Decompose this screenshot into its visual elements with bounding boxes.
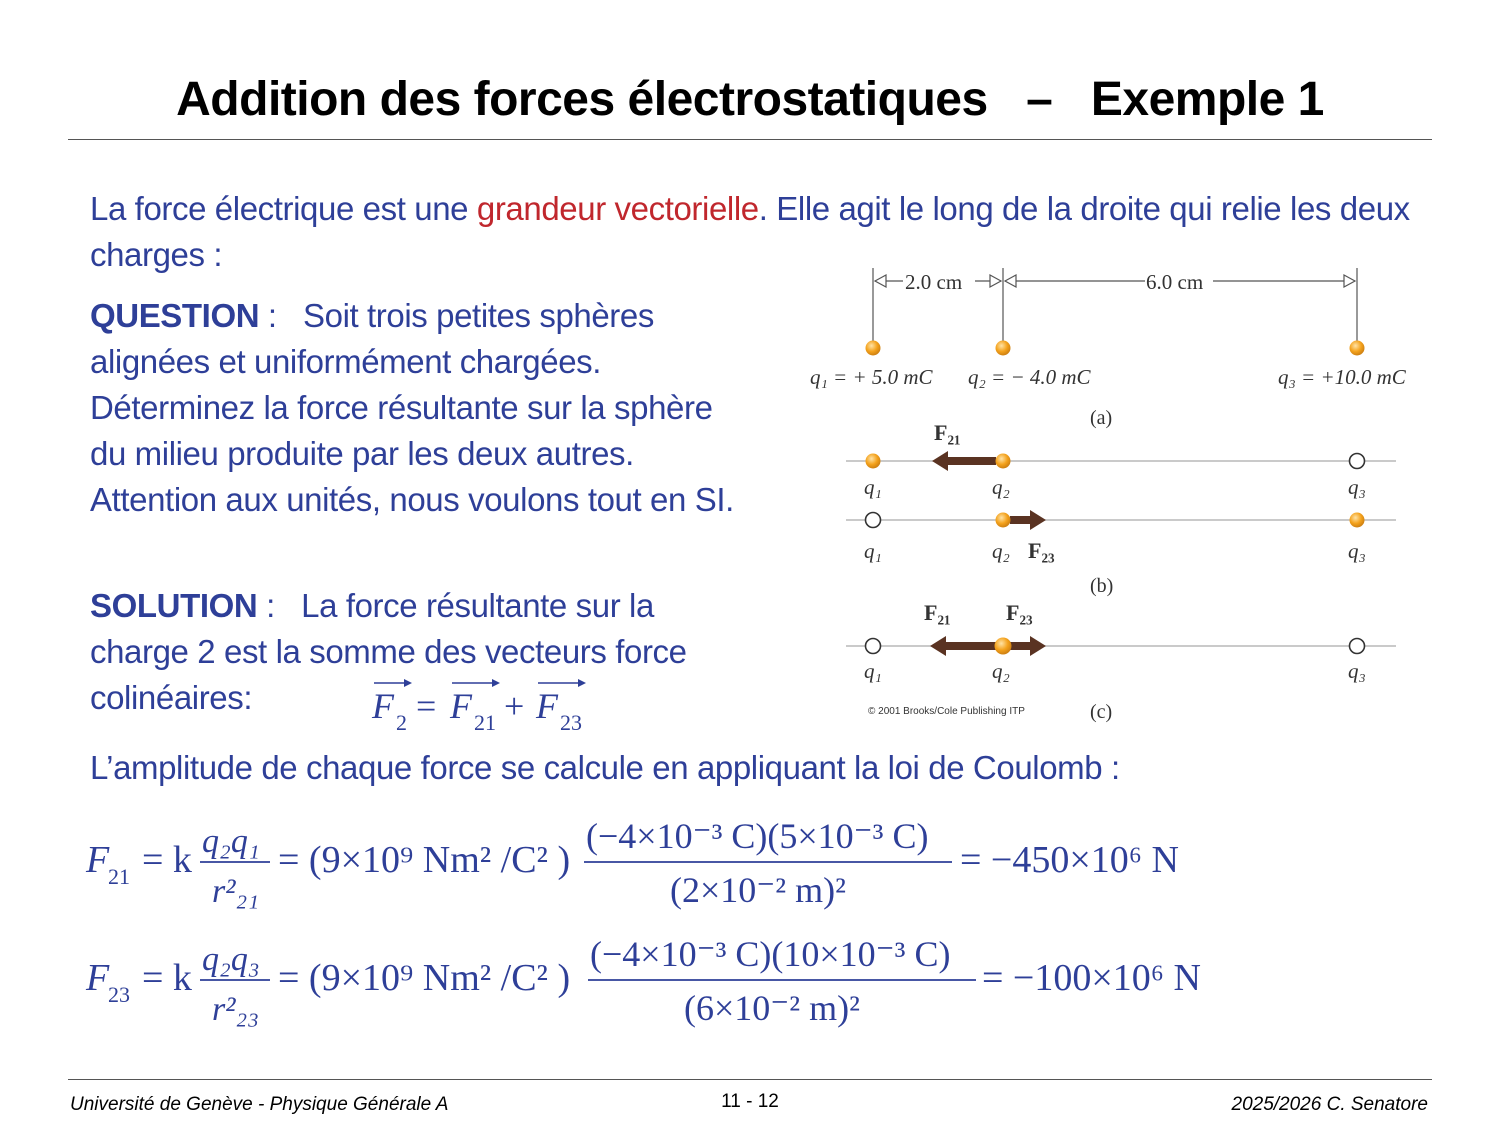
arrow-f21-c <box>930 636 996 656</box>
question-label: QUESTION <box>90 297 260 334</box>
charge-q1-b1 <box>866 454 881 469</box>
question-line-3: Déterminez la force résultante sur la sphère <box>90 389 713 426</box>
vec-f21: F <box>450 686 472 726</box>
question-line-1 <box>90 297 654 335</box>
label-f23-b: F₂₃ <box>1028 538 1055 563</box>
intro-line-2: charges : <box>90 236 223 273</box>
charges-diagram <box>800 258 1440 728</box>
vec-plus-sign: + <box>504 686 525 726</box>
page-title: Addition des forces électrostatiques – Exemple 1 <box>176 73 1324 126</box>
solution-line-2: charge 2 est la somme des vecteurs force <box>90 633 687 670</box>
question-sep: : <box>259 297 303 334</box>
label-f21-c: F₂₁ <box>924 600 951 625</box>
footer-right: 2025/2026 C. Senatore <box>1231 1094 1428 1115</box>
label-f21-b: F₂₁ <box>934 420 961 445</box>
vec-f2: F <box>372 686 394 726</box>
eq1-k: = k <box>142 839 192 881</box>
label-q3-value: q₃ = +10.0 mC <box>1278 365 1406 389</box>
footer-divider <box>68 1079 1432 1080</box>
label-b: (b) <box>1090 575 1114 597</box>
vec-eq-sign: = <box>416 686 437 726</box>
equation-f23 <box>80 928 1280 1040</box>
coulomb-text: L’amplitude de chaque force se calcule en appliquant la loi de Coulomb : <box>90 749 1120 786</box>
eq2-den: (6×10⁻² m)² <box>684 988 860 1028</box>
arrow-f21-b <box>932 451 996 471</box>
charge-q3-a <box>1350 341 1365 356</box>
vec-f21-sub: 21 <box>474 710 496 735</box>
vector-equation <box>360 672 600 738</box>
solution-sep: : <box>257 587 302 624</box>
eq1-result: = −450×10⁶ N <box>960 839 1179 881</box>
charge-q1-c-empty <box>866 639 881 654</box>
question-line-2: alignées et uniformément chargées. <box>90 343 602 380</box>
label-q2-c: q₂ <box>992 659 1010 683</box>
label-q3-c: q₃ <box>1348 659 1366 683</box>
intro-highlight: grandeur vectorielle <box>476 190 759 227</box>
label-q1-value: q₁ = + 5.0 mC <box>810 365 933 389</box>
label-q3-b2: q₃ <box>1348 539 1366 563</box>
charge-q2-c <box>995 638 1012 655</box>
eq1-num: (−4×10⁻³ C)(5×10⁻³ C) <box>586 816 929 856</box>
eq2-frac-num: q₂q₃ <box>202 941 260 978</box>
eq2-lhs: F <box>86 957 110 999</box>
eq2-frac-den: r²₂₃ <box>212 991 260 1028</box>
title-divider <box>68 139 1432 140</box>
label-a: (a) <box>1090 407 1113 429</box>
label-f23-c: F₂₃ <box>1006 600 1033 625</box>
dist-6cm: 6.0 cm <box>1146 270 1204 294</box>
question-text-0: Soit trois petites sphères <box>303 297 654 334</box>
intro-text-after: . Elle agit le long de la droite qui relie les deux <box>758 190 1410 227</box>
label-q1-c: q₁ <box>864 659 882 683</box>
eq2-result: = −100×10⁶ N <box>982 957 1201 999</box>
label-q2-value: q₂ = − 4.0 mC <box>968 365 1091 389</box>
charge-q1-b2-empty <box>866 513 881 528</box>
eq2-const: = (9×10⁹ Nm² /C² ) <box>278 957 571 999</box>
eq1-lhs: F <box>86 839 110 881</box>
label-c: (c) <box>1090 701 1113 723</box>
charge-q3-b1-empty <box>1350 454 1365 469</box>
solution-line-3: colinéaires: <box>90 679 253 716</box>
vec-f2-sub: 2 <box>396 710 407 735</box>
charge-q1-a <box>866 341 881 356</box>
charge-q3-c-empty <box>1350 639 1365 654</box>
intro-line-1 <box>90 190 1410 228</box>
vec-f23-sub: 23 <box>560 710 582 735</box>
solution-line-1 <box>90 587 654 625</box>
intro-text-before: La force électrique est une <box>90 190 477 227</box>
label-q1-b2: q₁ <box>864 539 882 563</box>
dist-2cm: 2.0 cm <box>905 270 963 294</box>
eq1-lhs-sub: 21 <box>108 864 130 889</box>
charge-q3-b2 <box>1350 513 1365 528</box>
page-number: 11 - 12 <box>721 1091 779 1112</box>
label-q2-b1: q₂ <box>992 475 1010 499</box>
label-q1-b1: q₁ <box>864 475 882 499</box>
charge-q2-b1 <box>996 454 1011 469</box>
eq2-lhs-sub: 23 <box>108 982 130 1007</box>
eq1-frac-den: r²₂₁ <box>212 873 260 910</box>
footer-left: Université de Genève - Physique Générale A <box>70 1094 449 1115</box>
charge-q2-a <box>996 341 1011 356</box>
eq2-k: = k <box>142 957 192 999</box>
diagram-copyright: © 2001 Brooks/Cole Publishing ITP <box>868 706 1025 717</box>
arrow-f23-c <box>1010 636 1046 656</box>
arrow-f23-b <box>1010 510 1046 530</box>
solution-text-0: La force résultante sur la <box>301 587 654 624</box>
label-q3-b1: q₃ <box>1348 475 1366 499</box>
eq1-const: = (9×10⁹ Nm² /C² ) <box>278 839 571 881</box>
eq1-den: (2×10⁻² m)² <box>670 870 846 910</box>
equation-f21 <box>80 810 1260 922</box>
eq1-frac-num: q₂q₁ <box>202 823 260 860</box>
label-q2-b2: q₂ <box>992 539 1010 563</box>
vec-f23: F <box>536 686 558 726</box>
question-line-4: du milieu produite par les deux autres. <box>90 435 634 472</box>
solution-label: SOLUTION <box>90 587 258 624</box>
charge-q2-b2 <box>996 513 1011 528</box>
question-line-5: Attention aux unités, nous voulons tout en SI. <box>90 481 734 518</box>
eq2-num: (−4×10⁻³ C)(10×10⁻³ C) <box>590 934 951 974</box>
